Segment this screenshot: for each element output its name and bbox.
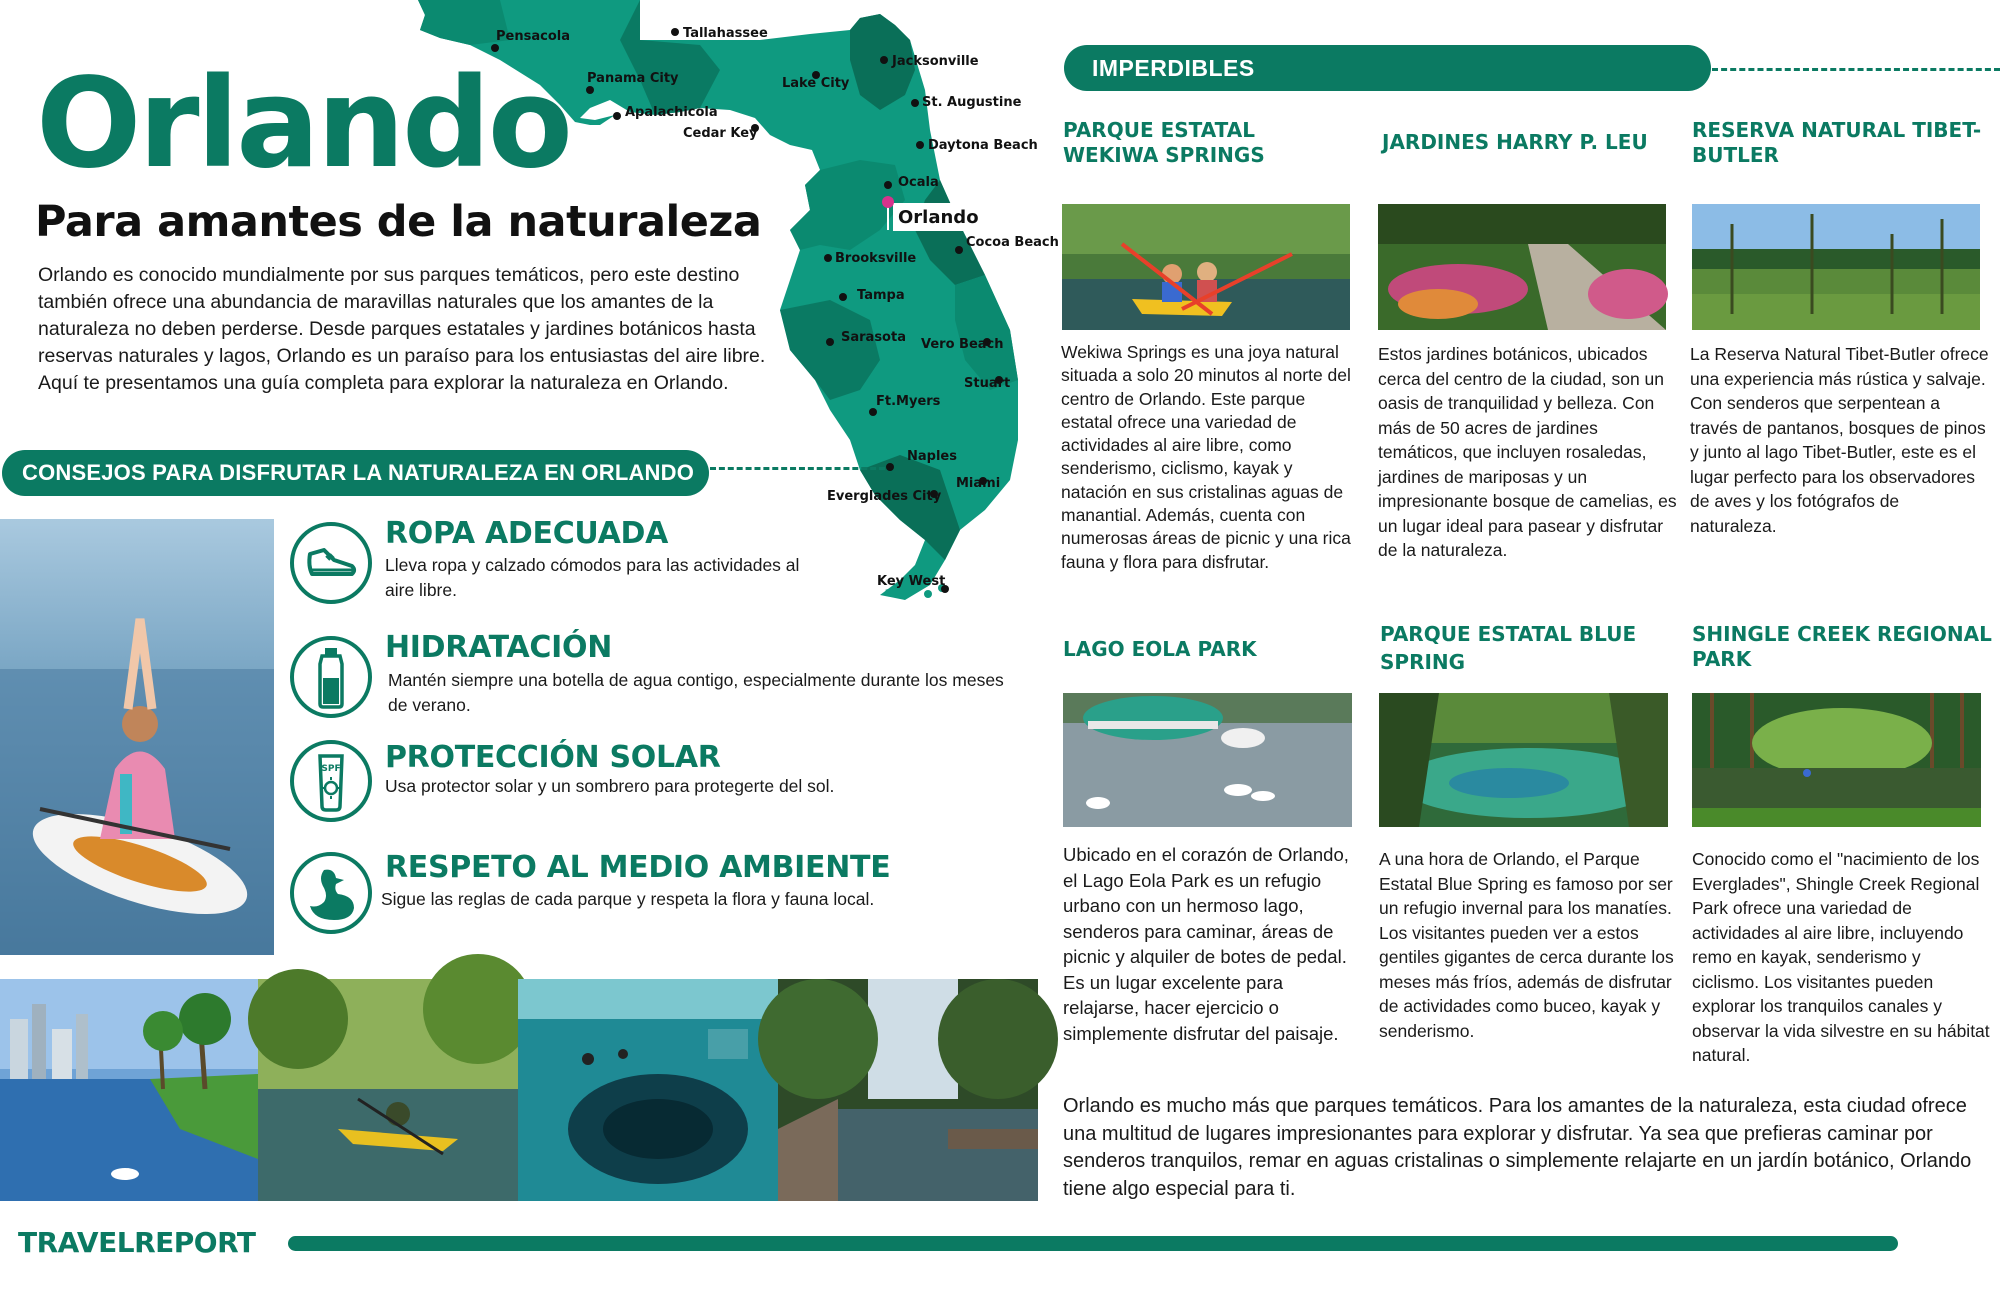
map-label-lake-city: Lake City — [782, 76, 850, 91]
harry-leu-gardens-photo — [1378, 204, 1666, 330]
map-label-apalachicola: Apalachicola — [625, 105, 718, 120]
tip-text-4: Sigue las reglas de cada parque y respeta la flora y fauna local. — [381, 889, 875, 909]
place-text-lake-eola: Ubicado en el corazón de Orlando, el Lago Eola Park es un refugio urbano con un hermoso lago, senderos para caminar, áreas de picnic y alquiler de botes de pedal. Es un lugar excelente para relajarse, hacer ejercicio o simplemente disfrutar del paisaje. — [1063, 844, 1349, 1044]
map-label-tampa: Tampa — [857, 288, 905, 303]
place-text-shingle-creek: Conocido como el "nacimiento de los Everglades", Shingle Creek Regional Park ofrece una variedad de actividades al aire libre, incluyendo remo en kayak, senderismo y ciclismo. Los visitantes pueden explorar los tranquilos canales y observar la vida silvestre en su hábitat natural. — [1692, 849, 1990, 1065]
tibet-butler-preserve-photo — [1692, 204, 1980, 330]
tip-title-2: HIDRATACIÓN — [385, 630, 613, 665]
shoe-icon — [294, 526, 368, 600]
place-title-shingle-creek: SHINGLE CREEK REGIONAL PARK — [1692, 622, 1992, 671]
place-text-harry-leu: Estos jardines botánicos, ubicados cerca del centro de la ciudad, son un oasis de tranquilidad y belleza. Con más de 50 acres de jardines temáticos, que incluyen rosaledas, jardines de mariposas y un impresionante bosque de camelias, es un lugar ideal para pasear y disfrutar de la naturaleza. — [1378, 344, 1677, 560]
water-bottle-icon — [294, 640, 368, 714]
map-label-cedar-key: Cedar Key — [683, 126, 758, 141]
tip-text-2: Mantén siempre una botella de agua contigo, especialmente durante los meses de verano. — [388, 670, 1004, 715]
tip-title-3: PROTECCIÓN SOLAR — [385, 740, 721, 775]
sunscreen-icon — [294, 744, 368, 818]
tips-heading: CONSEJOS PARA DISFRUTAR LA NATURALEZA EN ORLANDO — [2, 450, 709, 496]
place-title-lake-eola: LAGO EOLA PARK — [1063, 637, 1257, 661]
river-kayak-photo — [258, 979, 518, 1201]
travelreport-logo: TRAVELREPORT — [18, 1226, 256, 1259]
paddleboard-yoga-photo — [0, 519, 274, 955]
page-title: Orlando — [36, 52, 570, 196]
map-label-tallahassee: Tallahassee — [683, 26, 768, 41]
tip-title-4: RESPETO AL MEDIO AMBIENTE — [385, 850, 891, 885]
map-label-jacksonville: Jacksonville — [892, 54, 979, 69]
map-label-ocala: Ocala — [898, 175, 939, 190]
lake-eola-skyline-photo — [0, 979, 258, 1201]
must-see-heading: IMPERDIBLES — [1064, 45, 1711, 91]
wekiwa-kayak-photo — [1062, 204, 1350, 330]
map-label-key-west: Key West — [877, 574, 946, 589]
map-label-ft-myers: Ft.Myers — [876, 394, 941, 409]
duck-icon — [294, 856, 368, 930]
tip-title-1: ROPA ADECUADA — [385, 516, 669, 551]
tip-text-3: Usa protector solar y un sombrero para protegerte del sol. — [385, 776, 835, 796]
map-label-cocoa-beach: Cocoa Beach — [966, 235, 1059, 250]
tip-icon-ring-3 — [290, 740, 372, 822]
tip-text-1: Lleva ropa y calzado cómodos para las actividades al aire libre. — [385, 555, 800, 600]
page-subtitle: Para amantes de la naturaleza — [35, 197, 762, 247]
canal-forest-photo — [778, 979, 1038, 1201]
map-label-orlando: Orlando — [898, 207, 979, 228]
map-label-sarasota: Sarasota — [841, 330, 906, 345]
place-title-wekiwa: PARQUE ESTATAL WEKIWA SPRINGS — [1063, 118, 1265, 167]
underwater-spring-photo — [518, 979, 778, 1201]
place-title-tibet-butler: RESERVA NATURAL TIBET-BUTLER — [1692, 118, 1982, 167]
shingle-creek-photo — [1692, 693, 1981, 827]
map-label-everglades-city: Everglades City — [827, 489, 942, 504]
place-title-harry-leu: JARDINES HARRY P. LEU — [1382, 130, 1648, 154]
tip-icon-ring-2 — [290, 636, 372, 718]
map-label-daytona-beach: Daytona Beach — [928, 138, 1038, 153]
map-label-pensacola: Pensacola — [496, 29, 570, 44]
map-label-naples: Naples — [907, 449, 957, 464]
map-label-vero-beach: Vero Beach — [921, 337, 1004, 352]
place-text-blue-spring: A una hora de Orlando, el Parque Estatal Blue Spring es famoso por ser un refugio invernal para los manatíes. Los visitantes pueden ver a estos gentiles gigantes de cerca durante los meses más fríos, además de disfrutar de actividades como buceo, kayak y senderismo. — [1379, 849, 1674, 1041]
lake-eola-swans-photo — [1063, 693, 1352, 827]
map-label-stuart: Stuart — [964, 376, 1011, 391]
intro-paragraph: Orlando es conocido mundialmente por sus parques temáticos, pero este destino también ofrece una abundancia de maravillas naturales que los amantes de la naturaleza no deben perderse. Desde parques estatales y jardines botánicos hasta reservas naturales y lagos, Orlando es un paraíso para los entusiastas del aire libre. Aquí te presentamos una guía completa para explorar la naturaleza en Orlando. — [38, 264, 766, 394]
map-label-brooksville: Brooksville — [835, 251, 917, 266]
must-see-heading-divider — [1712, 68, 2000, 71]
tips-heading-divider — [710, 467, 885, 470]
tip-icon-ring-1 — [290, 522, 372, 604]
blue-spring-photo — [1379, 693, 1668, 827]
sunscreen-spf-label: SPF — [321, 764, 341, 774]
orlando-pin-icon — [882, 196, 894, 208]
place-title-blue-spring: PARQUE ESTATAL BLUE SPRING — [1380, 622, 1637, 674]
tip-icon-ring-4 — [290, 852, 372, 934]
map-label-st-augustine: St. Augustine — [922, 95, 1022, 110]
place-text-tibet-butler: La Reserva Natural Tibet-Butler ofrece una experiencia más rústica y salvaje. Con senderos que serpentean a través de pantanos, bosques de pinos y junto al lago Tibet-Butler, este es el lugar perfecto para los observadores de aves y los fotógrafos de naturaleza. — [1690, 344, 1989, 536]
map-label-panama-city: Panama City — [587, 71, 679, 86]
map-label-miami: Miami — [956, 476, 1001, 491]
place-text-wekiwa: Wekiwa Springs es una joya natural situada a solo 20 minutos al norte del centro de Orlando. Este parque estatal ofrece una variedad de actividades al aire libre, como senderismo, ciclismo, kayak y natación en sus cristalinas aguas de manantial. Además, cuenta con numerosas áreas de picnic y una rica fauna y flora para disfrutar. — [1061, 342, 1351, 572]
closing-paragraph: Orlando es mucho más que parques temáticos. Para los amantes de la naturaleza, esta ciudad ofrece una multitud de lugares impresionantes para explorar y disfrutar. Ya sea que prefieras caminar por senderos tranquilos, remar en aguas cristalinas o simplemente relajarte en un jardín botánico, Orlando tiene algo especial para ti. — [1063, 1095, 1972, 1200]
footer-bar — [288, 1236, 1898, 1251]
